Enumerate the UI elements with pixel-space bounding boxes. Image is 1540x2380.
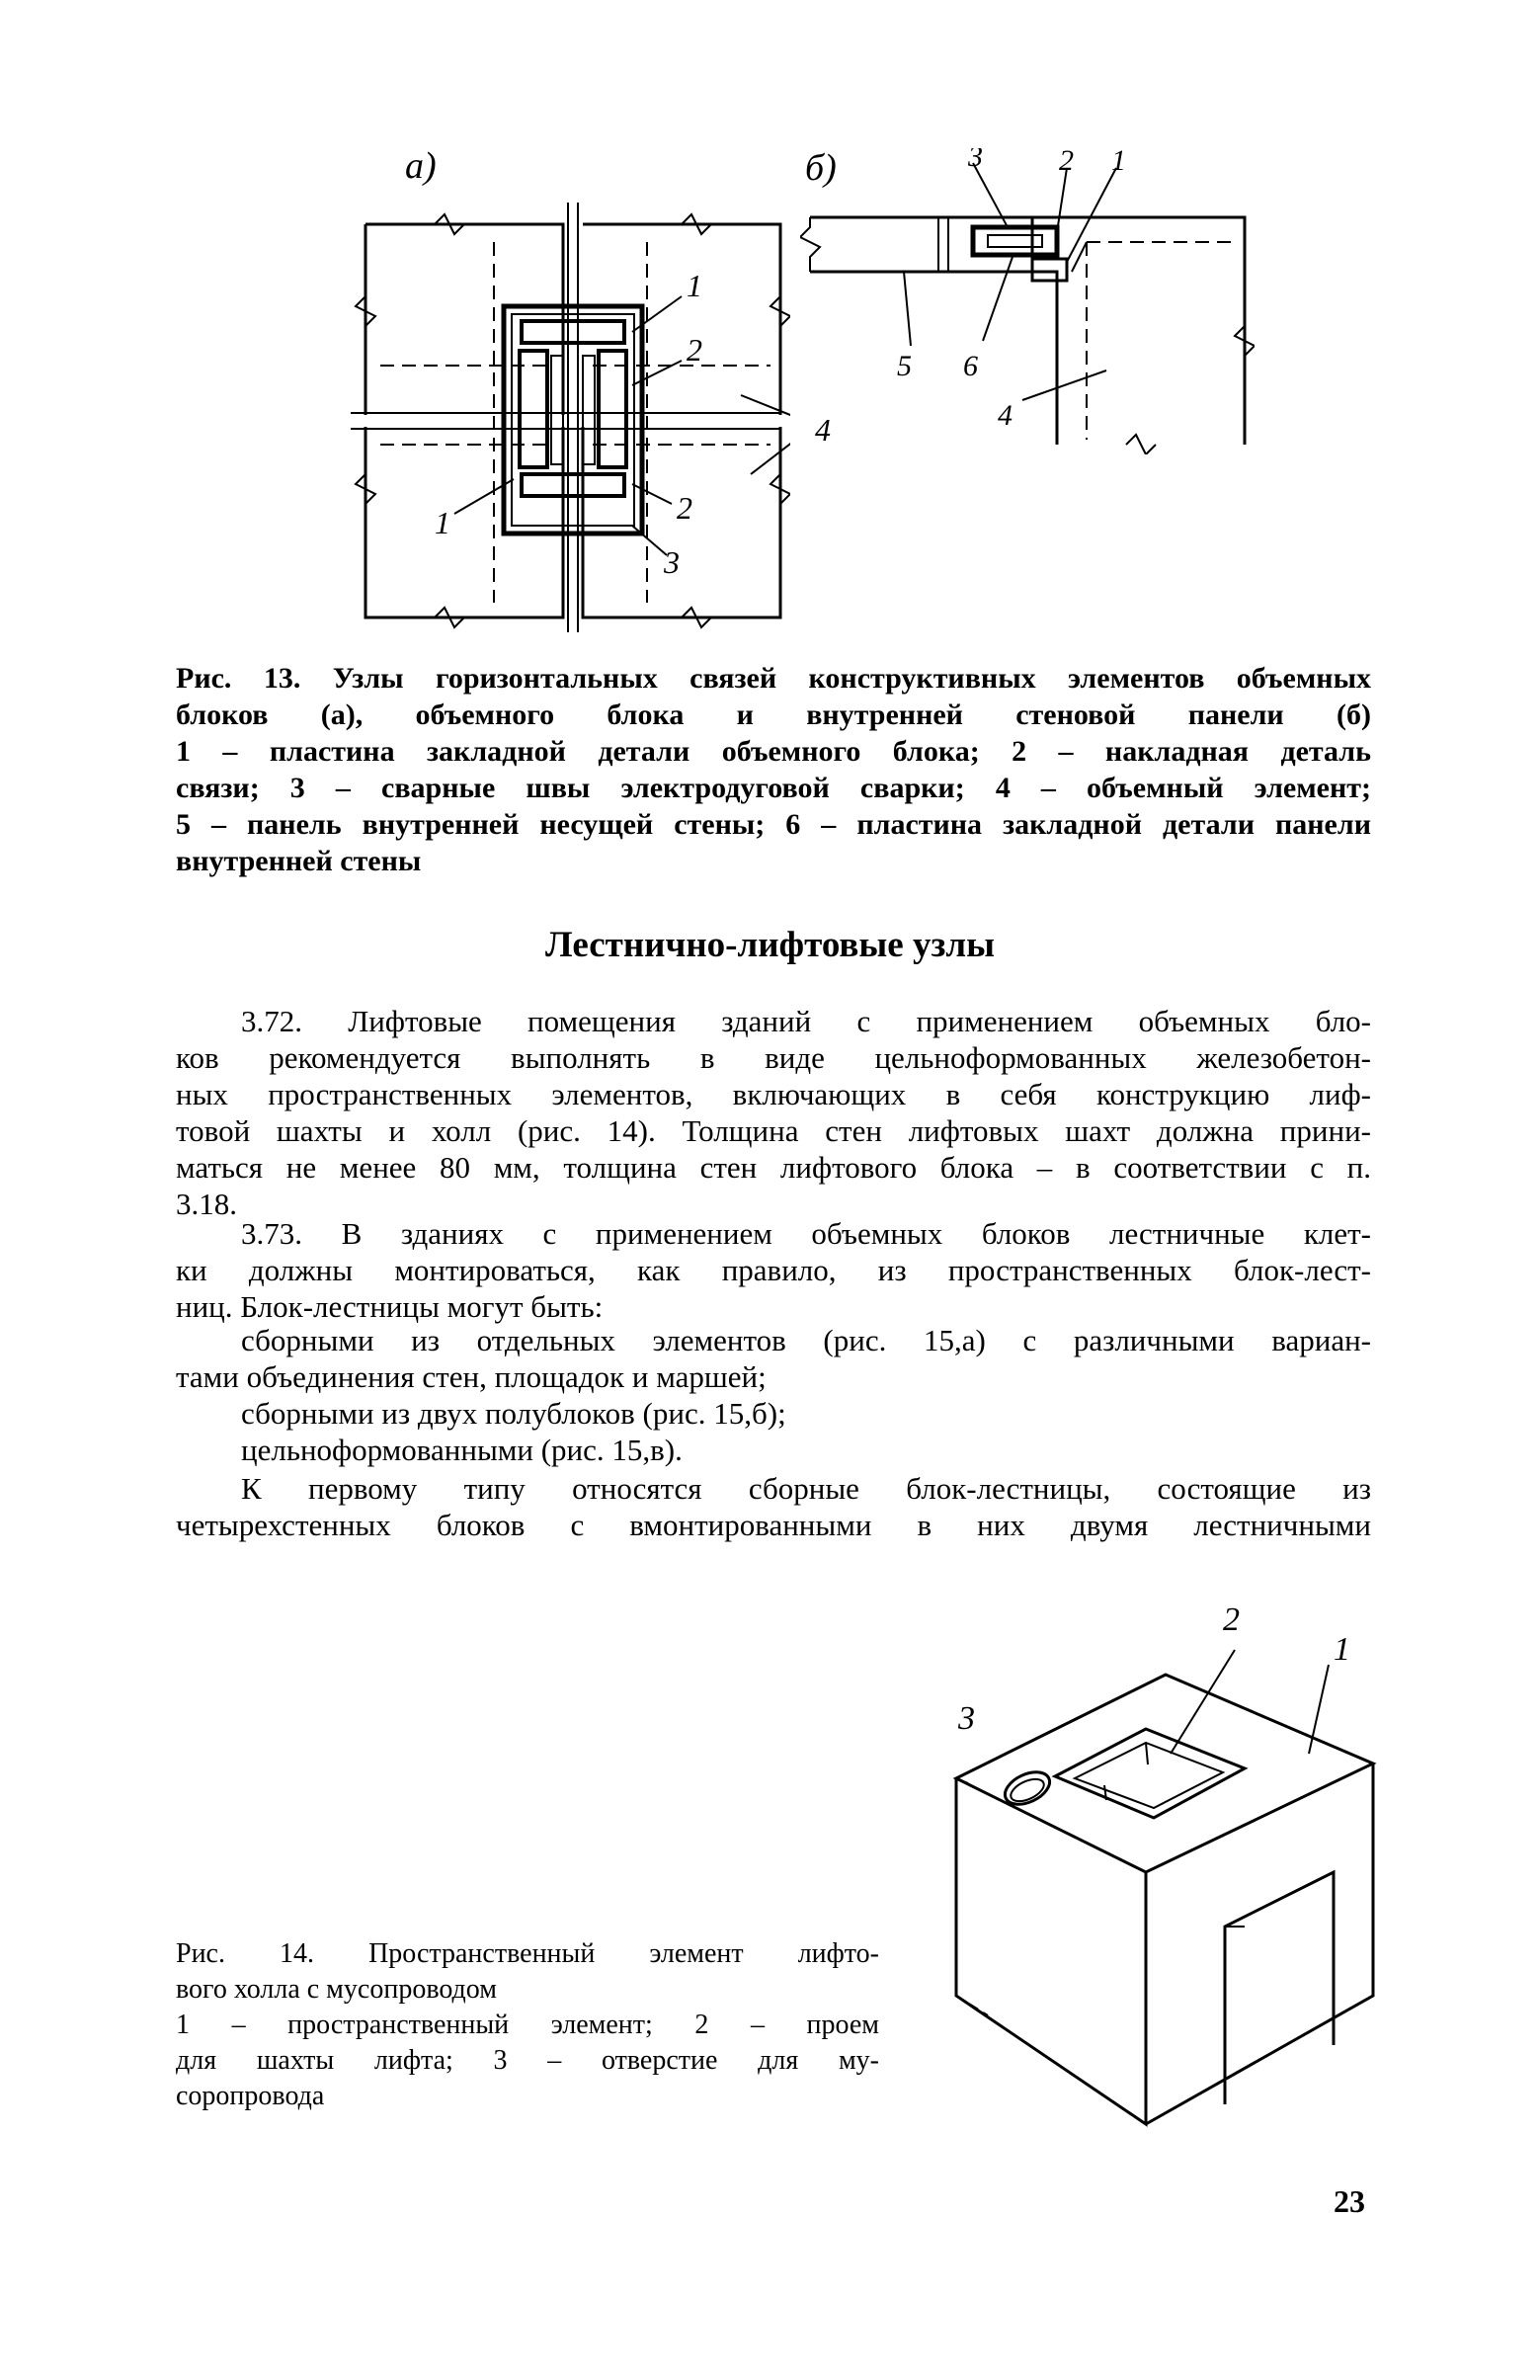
figure-14-caption-line: Рис. 14. Пространственный элемент лифто-: [176, 1938, 879, 1969]
fig13b-callout-1: 1: [1111, 148, 1126, 177]
fig13b-callout-2: 2: [1059, 148, 1074, 177]
fig14-callout-2: 2: [1223, 1601, 1240, 1638]
paragraph-line: ков рекомендуется выполнять в виде цельноформованных железобетон-: [176, 1040, 1371, 1075]
list-item: сборными из двух полублоков (рис. 15,б);: [241, 1396, 786, 1431]
paragraph-line: четырехстенных блоков с вмонтированными в них двумя лестничными: [176, 1508, 1371, 1542]
paragraph-line: 3.18.: [176, 1187, 237, 1221]
paragraph-line: ниц. Блок-лестницы могут быть:: [176, 1289, 604, 1324]
figure-14-caption-line: вого холла с мусопроводом: [176, 1974, 497, 2005]
figure-13-caption-line: 1 – пластина закладной детали объемного блока; 2 – накладная деталь: [176, 735, 1371, 768]
fig14-callout-3: 3: [958, 1700, 975, 1737]
fig13b-callout-6: 6: [963, 350, 978, 382]
paragraph-3-73: [176, 1215, 1371, 1325]
figure-14-caption-line: 1 – пространственный элемент; 2 – проем: [176, 2010, 879, 2040]
paragraph-line: К первому типу относятся сборные блок-лестницы, состоящие из: [241, 1471, 1371, 1506]
figure-13-caption-line: внутренней стены: [176, 845, 422, 877]
figure-13a-diagram: [346, 148, 790, 632]
figure-13-caption: [176, 660, 1371, 879]
figure-13-caption-line: связи; 3 – сварные швы электродуговой сварки; 4 – объемный элемент;: [176, 772, 1371, 804]
paragraph-line: товой шахты и холл (рис. 14). Толщина стен лифтовых шахт должна прини-: [176, 1113, 1371, 1148]
fig13a-callout-3: 3: [664, 544, 680, 580]
figure-13-caption-line: блоков (а), объемного блока и внутренней стеновой панели (б): [176, 698, 1371, 731]
figure-14-caption-line: соропровода: [176, 2081, 325, 2111]
fig13b-callout-4: 4: [998, 399, 1013, 432]
fig13a-callout-2b: 2: [677, 490, 692, 526]
fig13a-callout-2: 2: [687, 332, 702, 368]
figure-14-diagram: [929, 1571, 1393, 2164]
section-heading: Лестнично-лифтовые узлы: [545, 925, 995, 965]
list-item-line: тами объединения стен, площадок и маршей;: [176, 1359, 767, 1394]
figure-13-caption-line: 5 – панель внутренней несущей стены; 6 – пластина закладной детали панели: [176, 808, 1371, 841]
paragraph-line: 3.72. Лифтовые помещения зданий с применением объемных бло-: [241, 1004, 1371, 1038]
fig13a-callout-1b: 1: [435, 505, 450, 540]
list-item: цельноформованными (рис. 15,в).: [241, 1433, 683, 1467]
fig13a-callout-1: 1: [687, 268, 702, 303]
page-number: 23: [1334, 2183, 1365, 2219]
figure-13-caption-line: Рис. 13. Узлы горизонтальных связей конструктивных элементов объемных: [176, 662, 1371, 695]
figure-13a-label: а): [405, 148, 437, 187]
figure-13b-label: б): [805, 148, 837, 189]
paragraph-line: 3.73. В зданиях с применением объемных блоков лестничные клет-: [241, 1216, 1371, 1251]
paragraph-line: маться не менее 80 мм, толщина стен лифтового блока – в соответствии с п.: [176, 1150, 1371, 1185]
paragraph-continuation: [176, 1470, 1371, 1543]
fig13b-callout-5: 5: [897, 350, 912, 382]
list-block: [176, 1322, 1371, 1468]
figure-14-caption-line: для шахты лифта; 3 – отверстие для му-: [176, 2045, 879, 2076]
fig13b-callout-3: 3: [968, 148, 983, 173]
paragraph-3-72: [176, 1003, 1371, 1222]
fig14-callout-1: 1: [1334, 1631, 1350, 1668]
paragraph-line: ки должны монтироваться, как правило, из пространственных блок-лест-: [176, 1253, 1371, 1287]
fig13-callout-4: 4: [815, 412, 831, 448]
figure-13b-diagram: [800, 148, 1255, 454]
paragraph-line: ных пространственных элементов, включающих в себя конструкцию лиф-: [176, 1077, 1371, 1111]
list-item-line: сборными из отдельных элементов (рис. 15,а) с различными вариан-: [241, 1323, 1371, 1357]
figure-14-caption: [176, 1936, 879, 2114]
